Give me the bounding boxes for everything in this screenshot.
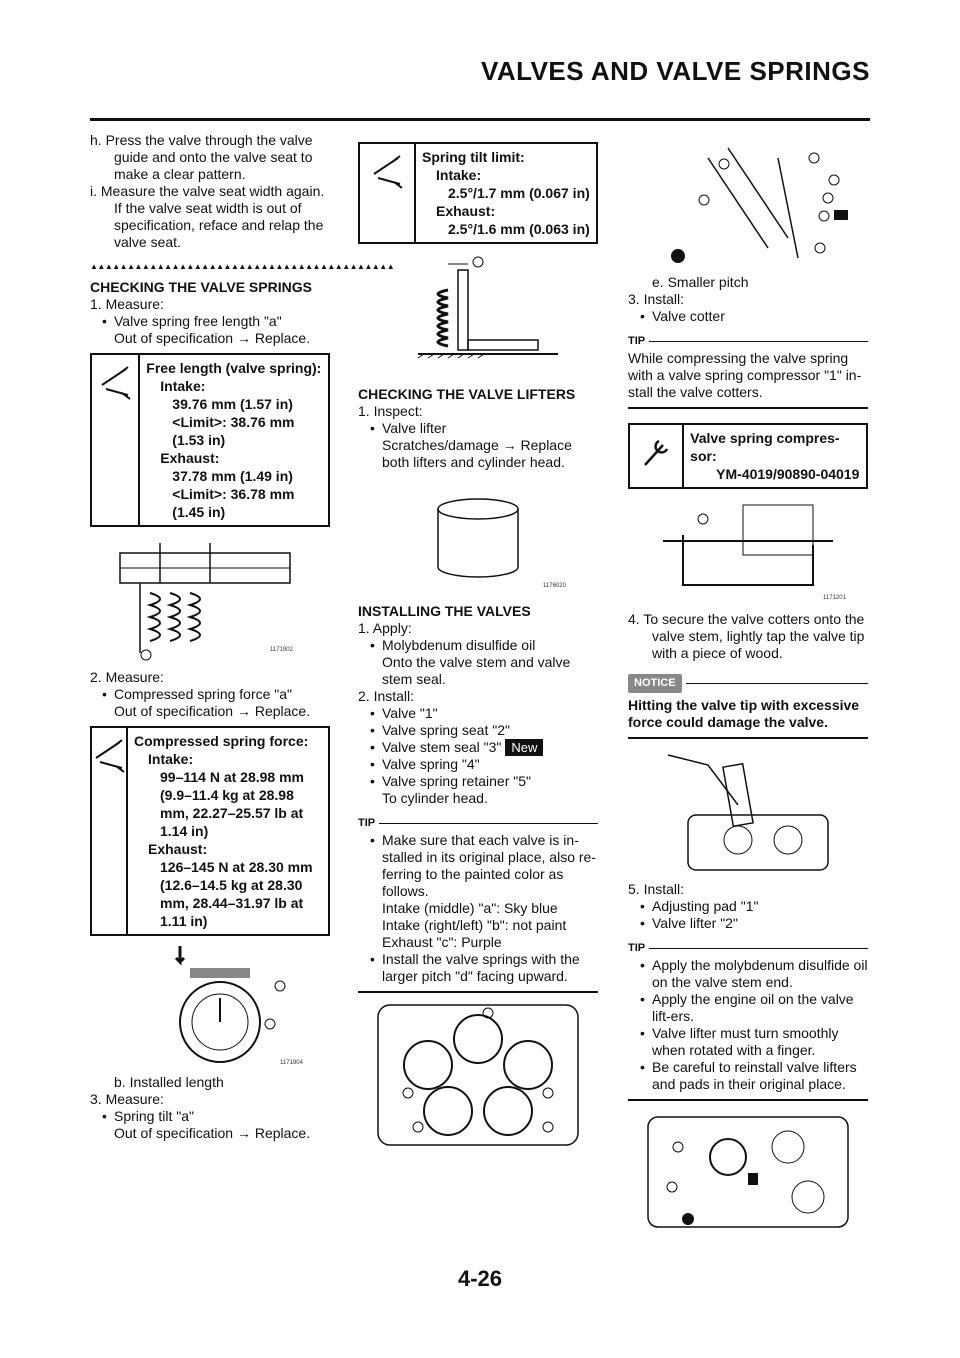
spec-intake-label: Intake: [148,751,194,767]
spec-box-compressed-force [90,726,330,936]
step-h: h. Press the valve through the valve guide and onto the valve seat to make a clear pattern. [90,132,313,182]
caliper-icon [92,728,128,934]
bullet-valve-lifter: • Valve lifter [358,420,598,437]
bullet-spring-retainer: • Valve spring retainer "5" [358,773,598,790]
tip-intake-sides: Intake (right/left) "b": not paint [382,917,567,933]
figure-code: 1176020 [543,583,566,589]
spec-intake-label: Intake: [436,167,482,183]
spec-exhaust-value: 37.78 mm (1.49 in) [172,468,293,484]
measure-1: 1. Measure: [90,296,164,312]
section-heading-valve-lifters: CHECKING THE VALVE LIFTERS [358,386,576,402]
bullet-valve-lifter: • Valve lifter "2" [628,915,868,932]
figure-spring-compressor [643,495,853,605]
column-3 [628,132,868,1243]
notice-label: NOTICE [628,674,682,693]
bullet-adjusting-pad: • Adjusting pad "1" [628,898,868,915]
replace-note-3: Out of specification → Replace. [114,1125,311,1141]
spec-intake-value: 99–114 N at 28.98 mm (9.9–11.4 kg at 28.98 mm, 22.27–25.57 lb at 1.14 in) [160,769,304,839]
figure-code: 1171904 [280,1060,303,1066]
page-number: 4-26 [457,1266,503,1291]
spec-box-free-length [90,353,330,527]
figure-spring-tilt [378,250,578,380]
bullet-molybdenum-oil: • Molybdenum disulfide oil [358,637,598,654]
tip-moly-oil: • Apply the molybdenum disulfide oil on the valve stem end. [628,957,868,991]
tip-engine-oil: • Apply the engine oil on the valve lift-ers. [628,991,868,1025]
figure-tapping-valve [648,745,848,875]
spec-exhaust-label: Exhaust: [160,450,220,466]
legend-e: e. Smaller pitch [652,274,749,290]
column-2 [358,142,598,1155]
figure-compressed-force [110,942,310,1068]
spec-exhaust-label: Exhaust: [436,203,496,219]
title-rule [90,118,870,121]
bullet-valve-spring-seat: • Valve spring seat "2" [358,722,598,739]
wrench-icon [630,425,684,487]
tip-bullet-larger-pitch: • Install the valve springs with the larger pitch "d" facing upward. [358,951,598,985]
spec-label: Valve spring compres-sor: [690,430,840,464]
valve-stem-seal-label: Valve stem seal "3" [382,739,502,755]
spec-intake-value: 2.5°/1.7 mm (0.067 in) [448,185,590,201]
apply-1: 1. Apply: [358,620,412,636]
triangle-divider: ▲▲▲▲▲▲▲▲▲▲▲▲▲▲▲▲▲▲▲▲▲▲▲▲▲▲▲▲▲▲▲▲▲▲▲▲▲▲▲▲▲ [90,262,395,271]
notice-box [628,674,868,739]
tip-box-cotters [628,333,868,409]
replace-note-1: Out of specification → Replace. [114,330,311,346]
caliper-icon [360,144,416,242]
spec-intake-limit: <Limit>: 38.76 mm (1.53 in) [172,414,295,448]
tip-original-place: • Be careful to reinstall valve lifters and pads in their original place. [628,1059,868,1093]
spec-label: Compressed spring force: [134,733,309,749]
spec-intake-value: 39.76 mm (1.57 in) [172,396,293,412]
measure-2: 2. Measure: [90,669,164,685]
apply-note: Onto the valve stem and valve stem seal. [382,654,571,687]
legend-b: b. Installed length [114,1074,224,1090]
tip-turn-smoothly: • Valve lifter must turn smoothly when rotated with a finger. [628,1025,868,1059]
figure-free-length [110,533,310,663]
figure-code: 1171201 [823,595,846,601]
install-3: 3. Install: [628,291,685,307]
step-4: 4. To secure the valve cotters onto the valve stem, lightly tap the valve tip with a piece of wood. [628,611,865,661]
figure-lifter-install [638,1107,858,1237]
spec-exhaust-limit: <Limit>: 36.78 mm (1.45 in) [172,486,295,520]
section-heading-installing-valves: INSTALLING THE VALVES [358,603,531,619]
tip-compressor: While compressing the valve spring with a valve spring compressor "1" in-stall the valve cotters. [628,350,862,400]
new-badge: New [505,739,543,756]
figure-valve-colors [368,999,588,1149]
tip-bullet-original-place: • Make sure that each valve is in-stalled in its original place, also re-ferring to the painted color as follows. [358,832,598,900]
bullet-valve-cotter: • Valve cotter [628,308,868,325]
replace-note-2: Out of specification → Replace. [114,703,311,719]
tip-label: TIP [628,942,646,954]
caliper-icon [92,355,140,525]
figure-valve-lifter [378,477,578,597]
spec-exhaust-label: Exhaust: [148,841,208,857]
install-5: 5. Install: [628,881,685,897]
spec-label: Free length (valve spring): [146,360,322,376]
install-2: 2. Install: [358,688,415,704]
tip-box-lifters [628,940,868,1101]
tip-label: TIP [628,335,646,347]
spec-exhaust-value: 126–145 N at 28.30 mm (12.6–14.5 kg at 28.30 mm, 28.44–31.97 lb at 1.11 in) [160,859,313,929]
tip-exhaust: Exhaust "c": Purple [382,934,502,950]
measure-3: 3. Measure: [90,1091,164,1107]
step-i: i. Measure the valve seat width again. If the valve seat width is out of specification, reface and relap the valve seat. [90,183,325,250]
spec-tool-number: YM-4019/90890-04019 [716,466,860,482]
figure-code: 1171902 [270,647,293,653]
spec-exhaust-value: 2.5°/1.6 mm (0.063 in) [448,221,590,237]
bullet-valve-stem-seal [358,739,598,756]
section-heading-valve-springs: CHECKING THE VALVE SPRINGS [90,279,312,295]
bullet-compressed-force: • Compressed spring force "a" [90,686,330,703]
figure-valve-spring-pitch [648,138,848,268]
tip-intake-middle: Intake (middle) "a": Sky blue [382,900,558,916]
bullet-valve: • Valve "1" [358,705,598,722]
install-note: To cylinder head. [382,790,488,806]
spec-intake-label: Intake: [160,378,206,394]
spec-box-spring-tilt [358,142,598,244]
bullet-valve-spring: • Valve spring "4" [358,756,598,773]
replace-note-lifter: Scratches/damage → Replace both lifters and cylinder head. [382,437,572,470]
notice-text: Hitting the valve tip with excessive force could damage the valve. [628,697,868,739]
inspect-1: 1. Inspect: [358,403,423,419]
bullet-free-length: • Valve spring free length "a" [90,313,330,330]
tip-label: TIP [358,817,376,829]
spec-box-compressor [628,423,868,489]
page-title: VALVES AND VALVE SPRINGS [480,56,870,86]
tip-box-install [358,815,598,993]
spec-label: Spring tilt limit: [422,149,525,165]
bullet-spring-tilt: • Spring tilt "a" [90,1108,330,1125]
